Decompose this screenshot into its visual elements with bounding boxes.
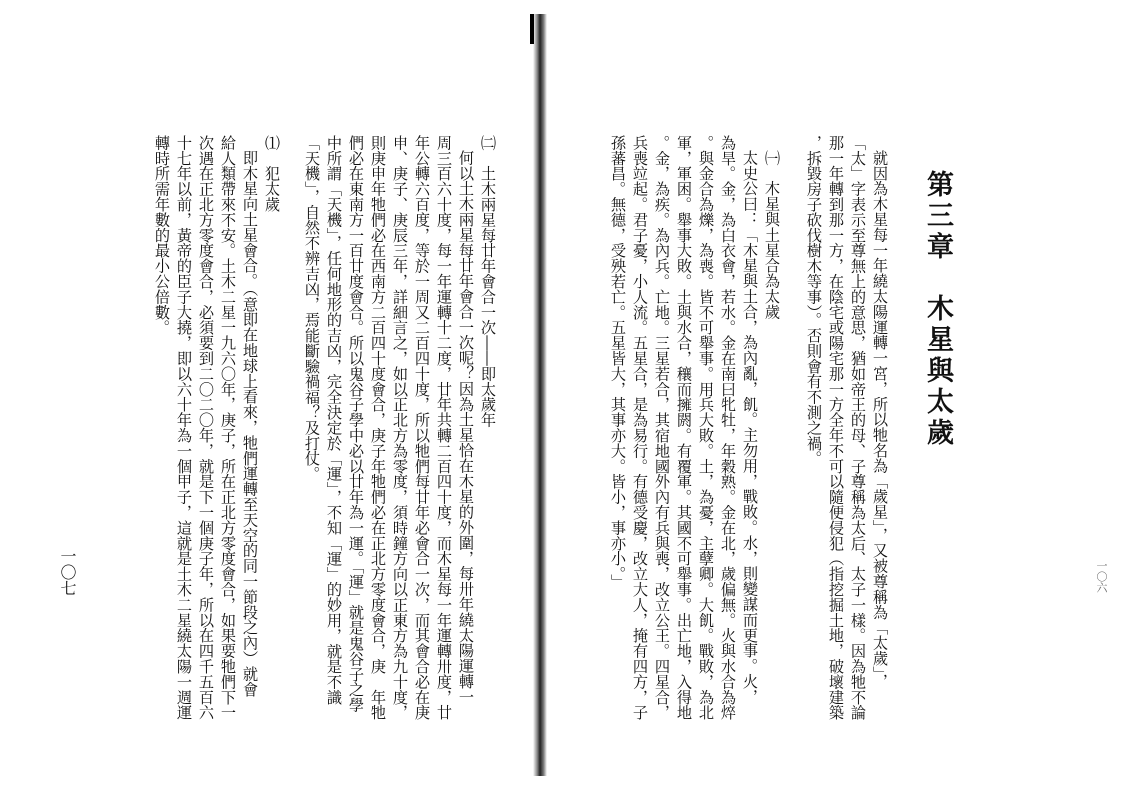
left-line-8: 中所謂「天機」，任何地形的吉凶，完全決定於「運」，不知「運」的妙用，就是不識 xyxy=(325,135,343,705)
right-section-heading: ㈠ 木星與土星合為太歲 xyxy=(763,150,781,320)
left-subsection-heading: ⑴ 犯太歲 xyxy=(263,135,281,212)
right-line-1: 就因為木星每一年繞太陽運轉一宮，所以牠名為「歲星」，又被尊稱為「太歲」， xyxy=(871,150,889,690)
right-line-8: 。與金合為爍，為喪。皆不可舉事。用兵大敗。土，為憂，主孽卿。大飢。戰敗，為北 xyxy=(697,135,715,721)
left-line-12: 給人類帶來不安。土木二星一九六〇年，庚子，所在正北方零度會合，如果要牠們下一 xyxy=(219,135,237,721)
left-line-13: 次遇在正北方零度會合，必須要到二〇二〇年，就是下一個庚子年，所以在四千五百六 xyxy=(197,135,215,721)
edge-page-number: 一〇六 xyxy=(1095,560,1108,593)
page-number: 一〇七 xyxy=(58,548,77,596)
left-line-5: 申、庚子、庚辰三年，詳細言之，如以正北方為零度，須時鐘方向以正東方為九十度， xyxy=(391,135,409,721)
right-line-2: 「太」字表示至尊無上的意思，猶如帝王的母、子尊稱為太后、太子一樣。因為牠不論 xyxy=(849,135,867,721)
chapter-title: 第三章 木星與太歲 xyxy=(922,170,953,449)
left-line-6: 則庚申年牠們必在西南方二百四十度會合，庚子年牠們必在正北方零度會合，庚 年牠 xyxy=(369,135,387,721)
right-line-11: 兵喪竝起。君子憂，小人流。五星合，是為易行。有德受慶，改立大人，掩有四方，子 xyxy=(631,135,649,721)
left-line-4: 年公轉六百度，等於一周又二百四十度，所以牠們每廿年必會合一次，而其會合必在庚 xyxy=(413,135,431,721)
left-section-heading: ㈡ 土木兩星每廿年會合一次――即太歲年 xyxy=(479,135,497,428)
book-gutter xyxy=(533,14,547,776)
right-line-9: 軍，軍困。舉事大敗。土與水合，穰而擁閼。有覆軍。其國不可舉事。出亡地，入得地 xyxy=(675,135,693,721)
right-line-6: 太史公曰：「木星與土合，為內亂，飢。主勿用，戰敗。水，則變謀而更事。火， xyxy=(741,150,759,705)
left-line-3: 周三百六十度，每一年運轉十二度，廿年共轉二百四十度，而木星每一年運轉卅度，廿 xyxy=(435,135,453,721)
right-line-12: 孫蕃昌。無德，受殃若亡。五星皆大，其事亦大。皆小，事亦小。」 xyxy=(609,135,627,590)
left-line-7: 們必在東南方一百廿度會合。所以鬼谷子學中必以廿年為一運。「運」就是鬼谷子之學 xyxy=(347,135,365,713)
right-line-7: 為旱。金，為白衣會，若水。金在南曰牝牡，年穀熟。金在北，歲偏無。火與水合為焠 xyxy=(719,135,737,721)
right-line-3: 那一年轉到那一方，在陰宅或陽宅那一方全年不可以隨便侵犯（指挖掘土地，破壞建築 xyxy=(827,135,845,721)
right-line-4: ，拆毀房子砍伐樹木等事）。否則會有不測之禍。 xyxy=(805,135,823,467)
left-line-11: 即木星向土星會合。（意即在地球上看來，牠們運轉至天空的同一節段之內）就會 xyxy=(241,150,259,697)
right-line-10: 。金，為疾。為內兵。亡地。三星若合，其宿地國外內有兵與喪，改立公王。四星合， xyxy=(653,135,671,721)
gutter-mark xyxy=(530,14,534,44)
left-line-2: 何以土木兩星每廿年會合一次呢？因為土星恰在木星的外圍，每卅年繞太陽運轉一 xyxy=(457,150,475,705)
left-line-14: 十七年以前，黃帝的臣子大撓，即以六十年為一個甲子，這就是土木二星繞太陽一週運 xyxy=(175,135,193,721)
left-line-15: 轉時所需年數的最小公倍數。 xyxy=(153,135,171,336)
left-line-9: 「天機」，自然不辨吉凶，焉能斷驗禍福？及打仗。 xyxy=(303,135,321,482)
